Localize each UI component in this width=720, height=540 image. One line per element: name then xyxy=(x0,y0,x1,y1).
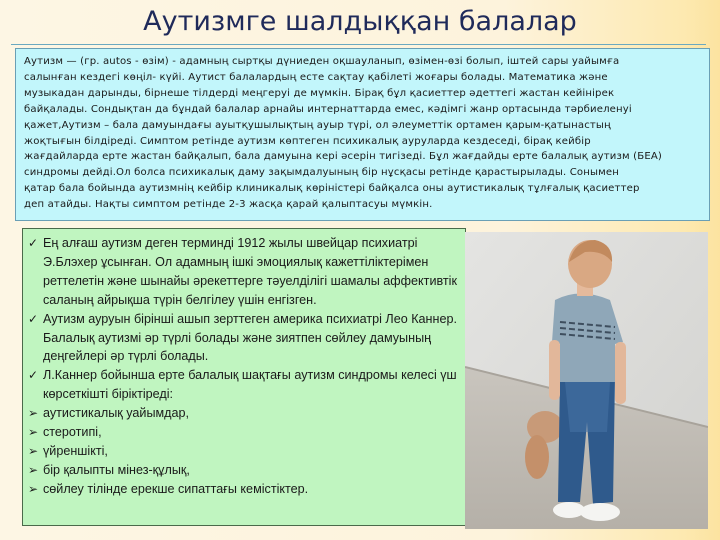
arrow-bullet-icon: ➢ xyxy=(28,406,39,421)
list-item-text: бір қалыпты мінез-құлық, xyxy=(43,462,190,477)
list-item xyxy=(23,404,459,423)
intro-line: Аутизм — (гр. autos - өзім) - адамның сыртқы дүниеден оқшауланып, өзімен-өзі болып, іштей сары уайымға xyxy=(24,56,620,67)
list-item xyxy=(23,310,459,367)
list-item xyxy=(23,461,459,480)
list-item xyxy=(23,366,459,404)
slide-title: Аутизмге шалдыққан балалар xyxy=(143,6,577,37)
boy-photo xyxy=(465,232,708,529)
checkmark-icon: ✓ xyxy=(28,311,39,326)
checkmark-icon: ✓ xyxy=(28,368,39,383)
arrow-bullet-icon: ➢ xyxy=(28,481,39,496)
list-item-text: Ең алғаш аутизм деген терминді 1912 жылы швейцар психиатрі Э.Блэхер ұсынған. Ол адамның ішкі эмоциялық кажеттіліктерімен реттелетін және шынайы әрекеттерге тәуелділігі шамалы аффективтік саланың айрықша түрін белгілеу үшін енгізген. xyxy=(43,236,457,307)
title-divider xyxy=(11,44,706,45)
list-item-text: аутистикалық уайымдар, xyxy=(43,406,190,421)
intro-line: жоқтығын білдіреді. Симптом ретінде аутизм көптеген психикалық ауруларда кездеседі, бірақ кейбір xyxy=(24,135,591,147)
intro-line: деп атайды. Нақты симптом ретінде 2-3 жасқа қарай қалыптасуы мүмкін. xyxy=(24,199,433,211)
arrow-bullet-icon: ➢ xyxy=(28,462,39,477)
list-item xyxy=(23,480,459,499)
intro-line: қажет,Аутизм – бала дамуындағы ауытқушылықтың ауыр түрі, ол әлеуметтік ортамен қарым-қатынастың xyxy=(24,119,611,131)
intro-line: синдромы дейді.Ол болса психикалық даму зақымдалуының бір нұсқасы ретінде қарастырылады. Сонымен xyxy=(24,167,619,179)
list-item xyxy=(23,423,459,442)
intro-line: байқалады. Сондықтан да бұндай балалар арнайы интернаттарда емес, кәдімгі жанр ортасында тәрбиеленуі xyxy=(24,103,632,115)
list-item-text: үйреншікті, xyxy=(43,443,108,458)
intro-line: салынған кездегі көңіл- күйі. Аутист балалардың есте сақтау қабілеті жоғары болады. Математика және xyxy=(24,71,608,83)
intro-text-box xyxy=(15,48,710,221)
arrow-bullet-icon: ➢ xyxy=(28,425,39,440)
list-item-text: Аутизм ауруын бірінші ашып зерттеген америка психиатрі Лео Каннер. Балалық аутизмі әр түрлі болады және зиятпен сөйлеу дамуының деңгейлері әр түрлі болады. xyxy=(43,311,457,364)
list-item-text: Л.Каннер бойынша ерте балалық шақтағы аутизм синдромы келесі үш көрсеткішті біріктіреді: xyxy=(43,368,457,402)
list-item-text: сөйлеу тілінде ерекше сипаттағы кемістіктер. xyxy=(43,481,309,496)
bullet-list-box xyxy=(22,228,466,526)
list-item xyxy=(23,234,459,310)
intro-line: жағдайларда ерте жастан байқалып, бала дамуына кері әсерін тигізеді. Бұл жағдайды ерте балалық аутизм (БЕА) xyxy=(24,151,662,163)
list-item-text: стеротипі, xyxy=(43,425,102,440)
boy-with-teddy-illustration xyxy=(465,232,708,529)
intro-line: музыкадан дарынды, бірнеше тілдерді меңгеруі де мүмкін. Бірақ бұл қасиеттер әдеттегі жастан кейінірек xyxy=(24,87,615,99)
arrow-bullet-icon: ➢ xyxy=(28,443,39,458)
intro-line: қатар бала бойында аутизмнің кейбір клиникалық көріністері байқалса оны аутистикалық тұлғалық қасиеттер xyxy=(24,183,640,195)
checkmark-icon: ✓ xyxy=(28,236,39,250)
list-item xyxy=(23,442,459,461)
